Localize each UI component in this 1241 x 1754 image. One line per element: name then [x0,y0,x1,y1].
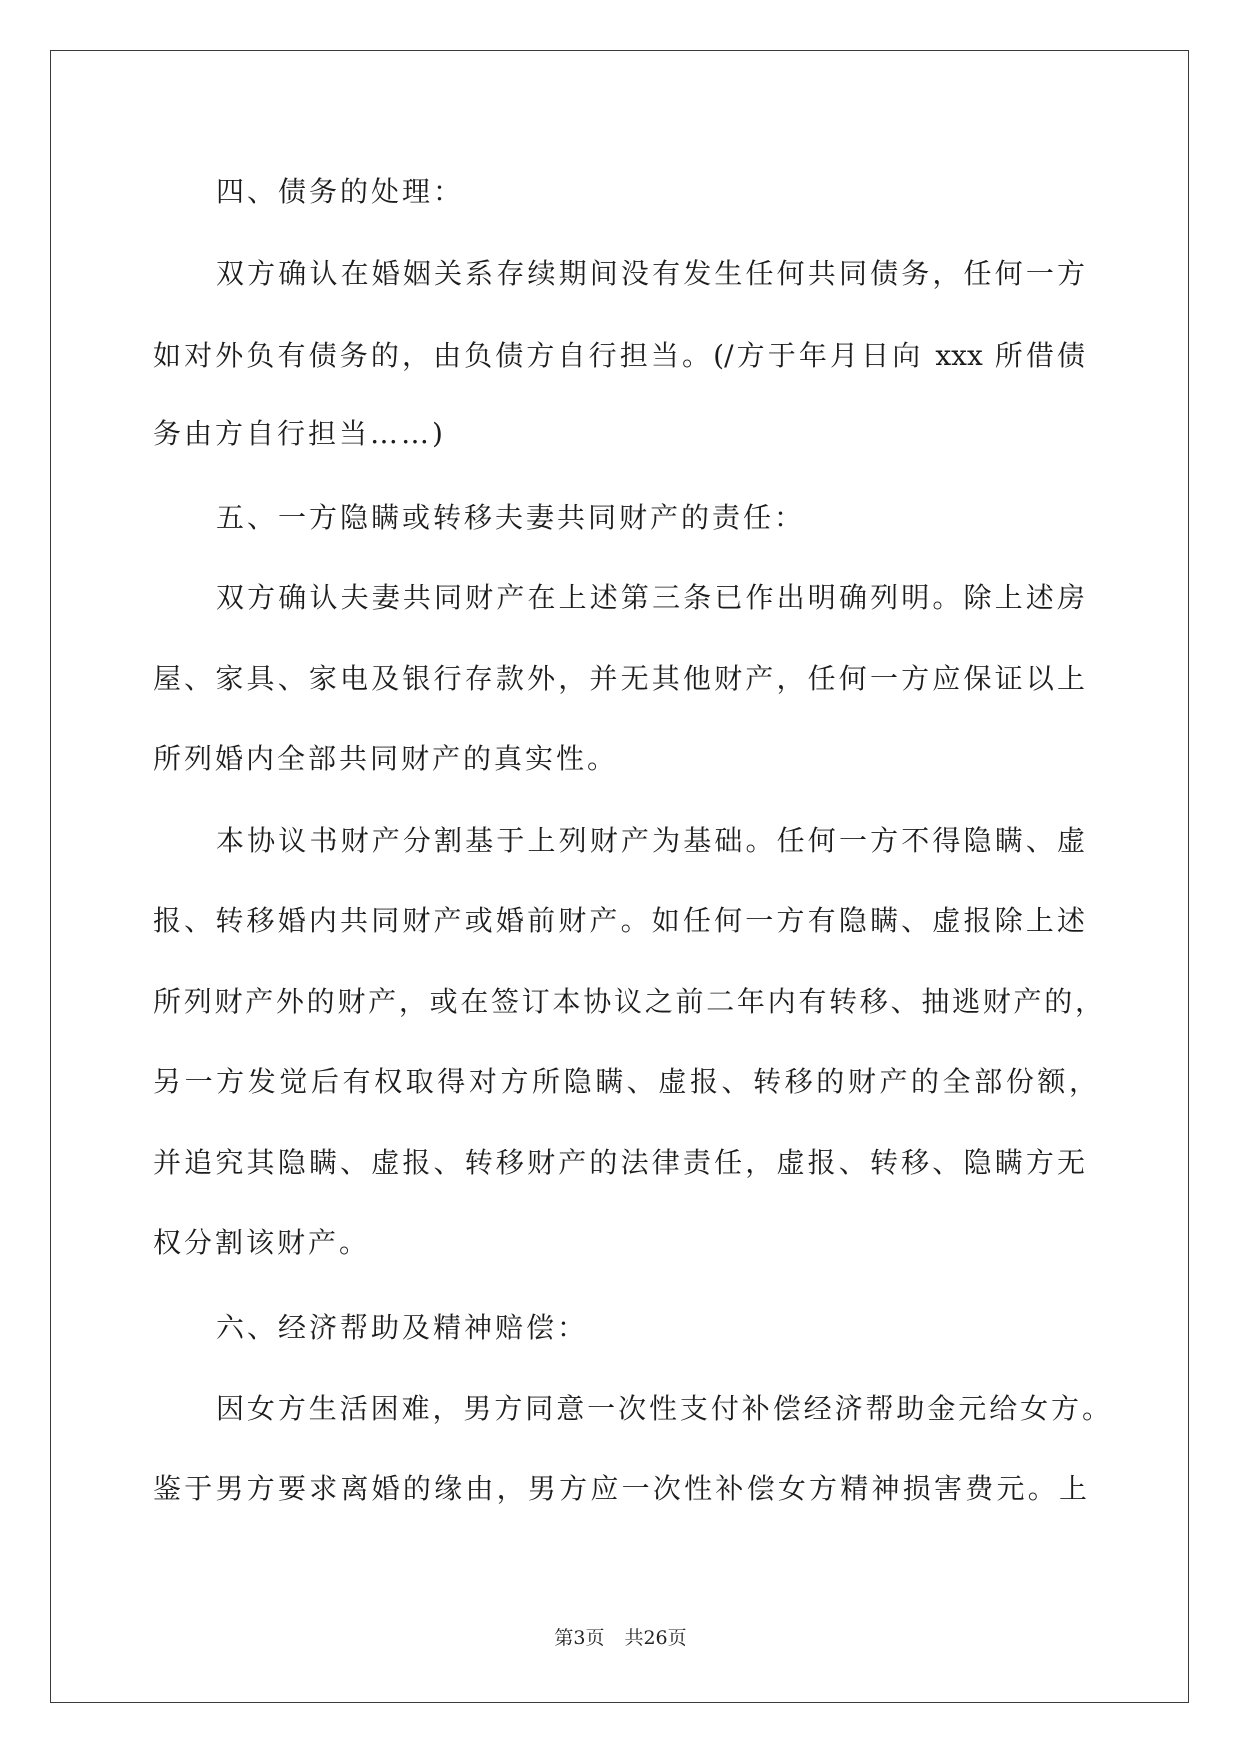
paragraph-line: 双方确认夫妻共同财产在上述第三条已作出明确列明。除上述房 [216,581,1085,614]
section-heading-5: 五、一方隐瞒或转移夫妻共同财产的责任： [216,501,806,534]
paragraph-line: 所列财产外的财产，或在签订本协议之前二年内有转移、抽逃财产的， [153,985,1103,1018]
paragraph-line: 双方确认在婚姻关系存续期间没有发生任何共同债务，任何一方 [216,257,1085,290]
page-number: 第3页 [554,1627,605,1649]
paragraph-line: 如对外负有债务的，由负债方自行担当。(/方于年月日向 xxx 所借债 [153,339,1085,372]
page-footer [0,1624,1241,1652]
section-heading-4: 四、债务的处理： [216,175,465,208]
paragraph-line: 本协议书财产分割基于上列财产为基础。任何一方不得隐瞒、虚 [216,824,1085,857]
page-border [50,50,1189,1703]
paragraph-line: 报、转移婚内共同财产或婚前财产。如任何一方有隐瞒、虚报除上述 [153,904,1085,937]
paragraph-line: 并追究其隐瞒、虚报、转移财产的法律责任，虚报、转移、隐瞒方无 [153,1146,1085,1179]
paragraph-line: 权分割该财产。 [153,1226,371,1259]
paragraph-line: 所列婚内全部共同财产的真实性。 [153,742,619,775]
section-heading-6: 六、经济帮助及精神赔偿： [216,1311,589,1344]
paragraph-line: 务由方自行担当……) [153,417,446,450]
paragraph-line: 鉴于男方要求离婚的缘由，男方应一次性补偿女方精神损害费元。上 [153,1472,1087,1505]
paragraph-line: 屋、家具、家电及银行存款外，并无其他财产，任何一方应保证以上 [153,662,1085,695]
page-total: 共26页 [624,1627,687,1649]
paragraph-line: 因女方生活困难，男方同意一次性支付补偿经济帮助金元给女方。 [216,1392,1110,1425]
paragraph-line: 另一方发觉后有权取得对方所隐瞒、虚报、转移的财产的全部份额， [153,1065,1097,1098]
